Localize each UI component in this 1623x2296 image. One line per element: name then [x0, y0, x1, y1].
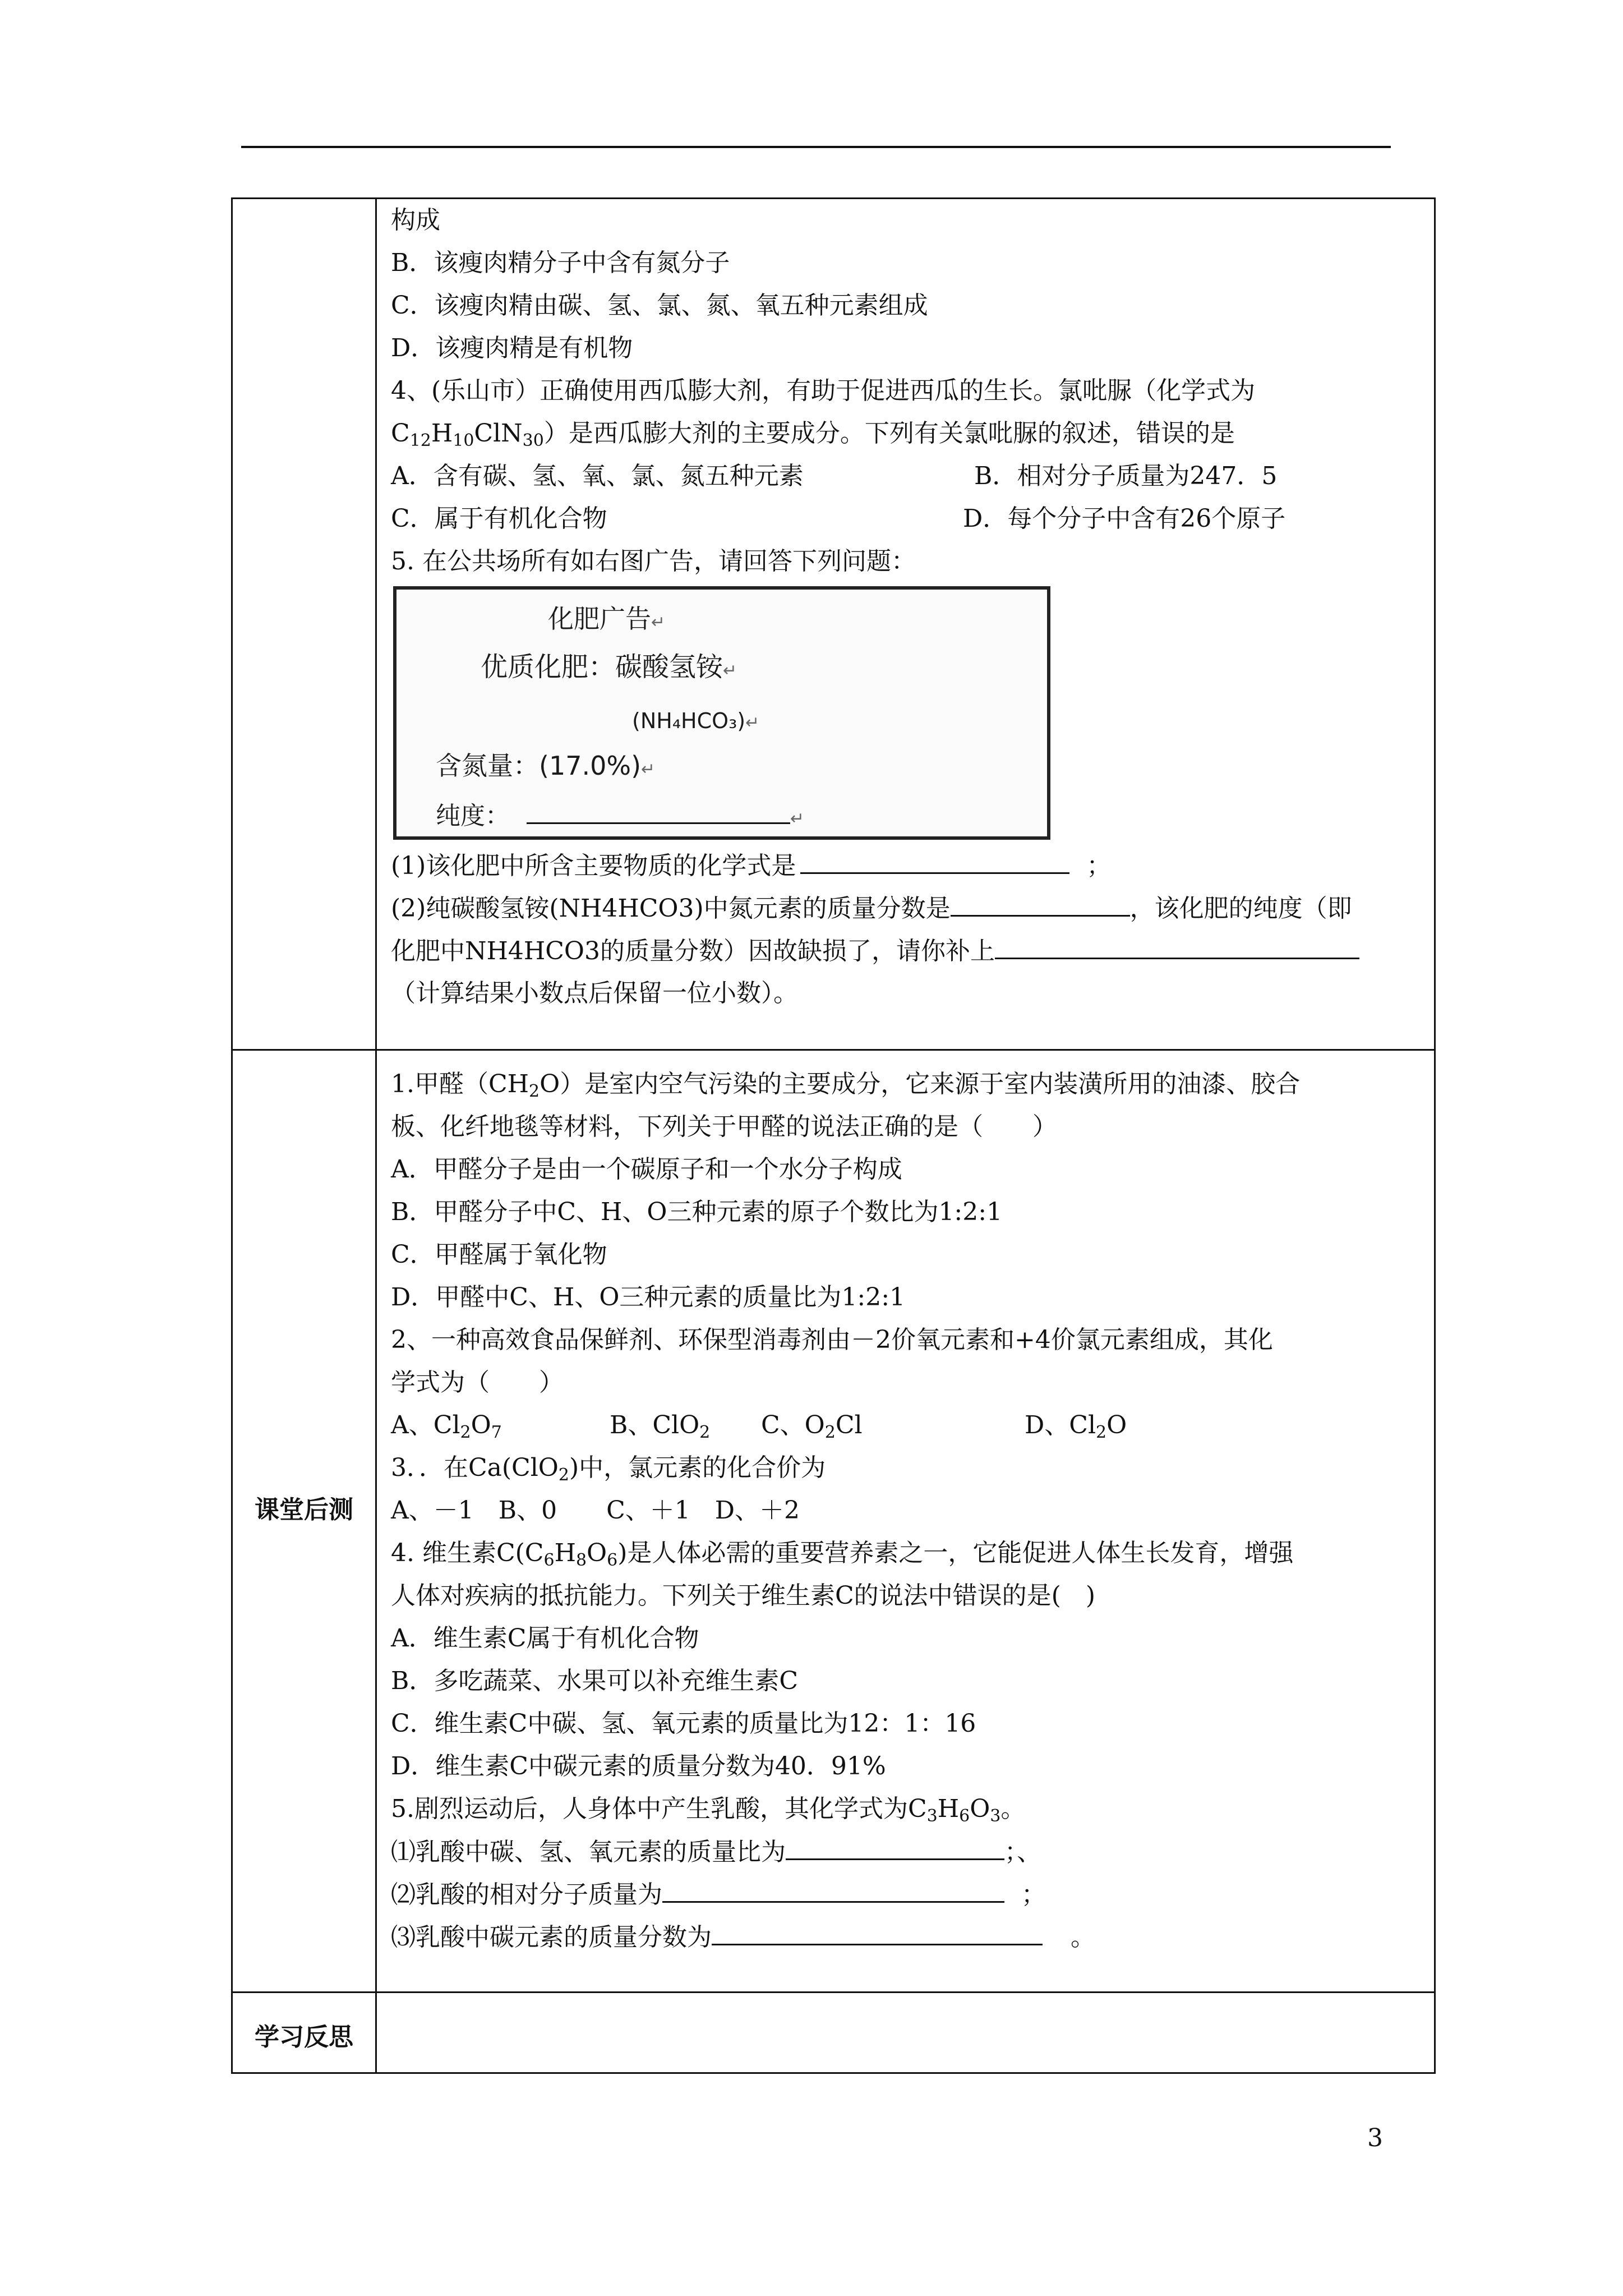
- fertilizer-ad-image: [393, 586, 1050, 840]
- answer-blank[interactable]: [786, 1830, 1004, 1860]
- option: A．维生素C属于有机化合物: [391, 1624, 699, 1653]
- option: C．甲醛属于氧化物: [391, 1240, 607, 1269]
- option-d: D、$Cl_2O$: [1025, 1411, 1127, 1442]
- reflection-area[interactable]: [391, 1994, 1423, 2073]
- options-line: [391, 1404, 1423, 1447]
- text-line: 人体对疾病的抵抗能力。下列关于维生素C的说法中错误的是( ): [391, 1581, 1095, 1610]
- ad-formula: (NH₄HCO₃)↵: [632, 708, 760, 733]
- question-5-1: (1)该化肥中所含主要物质的化学式是 ；: [391, 844, 1423, 887]
- question-1: 1.甲醛$(CH_2O)$是室内空气污染的主要成分，它来源于室内装潢所用的油漆、胶合: [391, 1070, 1301, 1101]
- ad-title: 化肥广告↵: [548, 604, 666, 634]
- option-b: B、ClO$_2$: [610, 1411, 711, 1442]
- text-line: 构成: [391, 206, 440, 234]
- answer-blank[interactable]: [951, 887, 1130, 917]
- options-line: [391, 455, 1423, 498]
- formula-line: $C_{12}H_{10}ClN_{30}$）是西瓜膨大剂的主要成分。下列有关氯吡脲的叙述，错误的是: [391, 419, 1235, 450]
- option: D．甲醛中C、H、O三种元素的质量比为1:2:1: [391, 1283, 906, 1312]
- option: B．甲醛分子中C、H、O三种元素的原子个数比为1:2:1: [391, 1198, 1003, 1226]
- question-3: 3．．在Ca(ClO$_2$)中，氯元素的化合价为: [391, 1453, 826, 1485]
- question-5: 5. 在公共场所有如右图广告，请回答下列问题：: [391, 547, 916, 576]
- option: D．维生素C中碳元素的质量分数为40．91%: [391, 1752, 886, 1780]
- question-5-3: ⑶乳酸中碳元素的质量分数为 。: [391, 1916, 1423, 1958]
- row-divider-2: [233, 1991, 1434, 1993]
- section-label-post-test: 课堂后测: [255, 1496, 353, 1524]
- option-b: B．相对分子质量为247．5: [974, 462, 1278, 490]
- option: A．甲醛分子是由一个碳原子和一个水分子构成: [391, 1155, 902, 1184]
- row-divider-1: [233, 1049, 1434, 1051]
- question-5-1: ⑴乳酸中碳、氢、氧元素的质量比为 ；、: [391, 1830, 1423, 1873]
- option-a: A、$Cl_2O_7$: [391, 1411, 502, 1442]
- option-d: D．每个分子中含有26个原子: [963, 504, 1286, 533]
- worksheet-table: [231, 197, 1436, 2074]
- answer-blank[interactable]: [995, 930, 1359, 959]
- exercise-block-continued: [391, 199, 1423, 1015]
- answer-blank[interactable]: [662, 1873, 1004, 1903]
- option: C．维生素C中碳、氢、氧元素的质量比为12：1：16: [391, 1709, 976, 1738]
- ad-purity: 纯度： ↵: [436, 802, 805, 830]
- post-test-block: [391, 1063, 1423, 1958]
- question-5-2: (2)纯碳酸氢铵(NH4HCO3)中氮元素的质量分数是 ，该化肥的纯度（即: [391, 887, 1423, 930]
- purity-blank: [527, 802, 790, 824]
- option-c: C．属于有机化合物: [391, 504, 607, 533]
- option: B．多吃蔬菜、水果可以补充维生素C: [391, 1667, 798, 1695]
- question-2: 2、一种高效食品保鲜剂、环保型消毒剂由－2价氧元素和+4价氯元素组成，其化: [391, 1326, 1273, 1354]
- text-line: D．该瘦肉精是有机物: [391, 334, 633, 362]
- answer-blank[interactable]: [800, 844, 1069, 874]
- options-line: [391, 498, 1423, 540]
- ad-product: 优质化肥：碳酸氢铵↵: [481, 651, 737, 683]
- text-line: B．该瘦肉精分子中含有氮分子: [391, 249, 730, 277]
- option-c: C、$O_2Cl$: [761, 1411, 863, 1442]
- option-a: A．含有碳、氢、氧、氯、氮五种元素: [391, 462, 804, 490]
- text-line: 4、(乐山市）正确使用西瓜膨大剂，有助于促进西瓜的生长。氯吡脲（化学式为: [391, 376, 1256, 405]
- header-rule: [241, 146, 1391, 148]
- section-label-reflection: 学习反思: [255, 2023, 353, 2051]
- question-4: 4. 维生素$C(C_6H_8O_6)$是人体必需的重要营养素之一，它能促进人体生长发育，增强: [391, 1539, 1294, 1570]
- question-5-2-note: （计算结果小数点后保留一位小数）。: [391, 979, 798, 1007]
- answer-blank[interactable]: [712, 1916, 1043, 1945]
- text-line: 学式为（ ）: [391, 1368, 564, 1397]
- question-5-2: ⑵乳酸的相对分子质量为 ；: [391, 1873, 1423, 1916]
- ad-nitrogen: 含氮量：(17.0%)↵: [436, 751, 656, 781]
- options-line: A、－1 B、0 C、＋1 D、＋2: [391, 1496, 800, 1525]
- text-line: 板、化纤地毯等材料，下列关于甲醛的说法正确的是（ ）: [391, 1112, 1057, 1141]
- column-divider: [375, 199, 377, 2072]
- question-5: 5.剧烈运动后，人身体中产生乳酸，其化学式为$C_3H_6O_3$。: [391, 1795, 1026, 1826]
- text-line: C．该瘦肉精由碳、氢、氯、氮、氧五种元素组成: [391, 291, 928, 320]
- page-number: 3: [1367, 2124, 1383, 2152]
- question-5-2-cont: 化肥中NH4HCO3的质量分数）因故缺损了，请你补上: [391, 930, 1423, 972]
